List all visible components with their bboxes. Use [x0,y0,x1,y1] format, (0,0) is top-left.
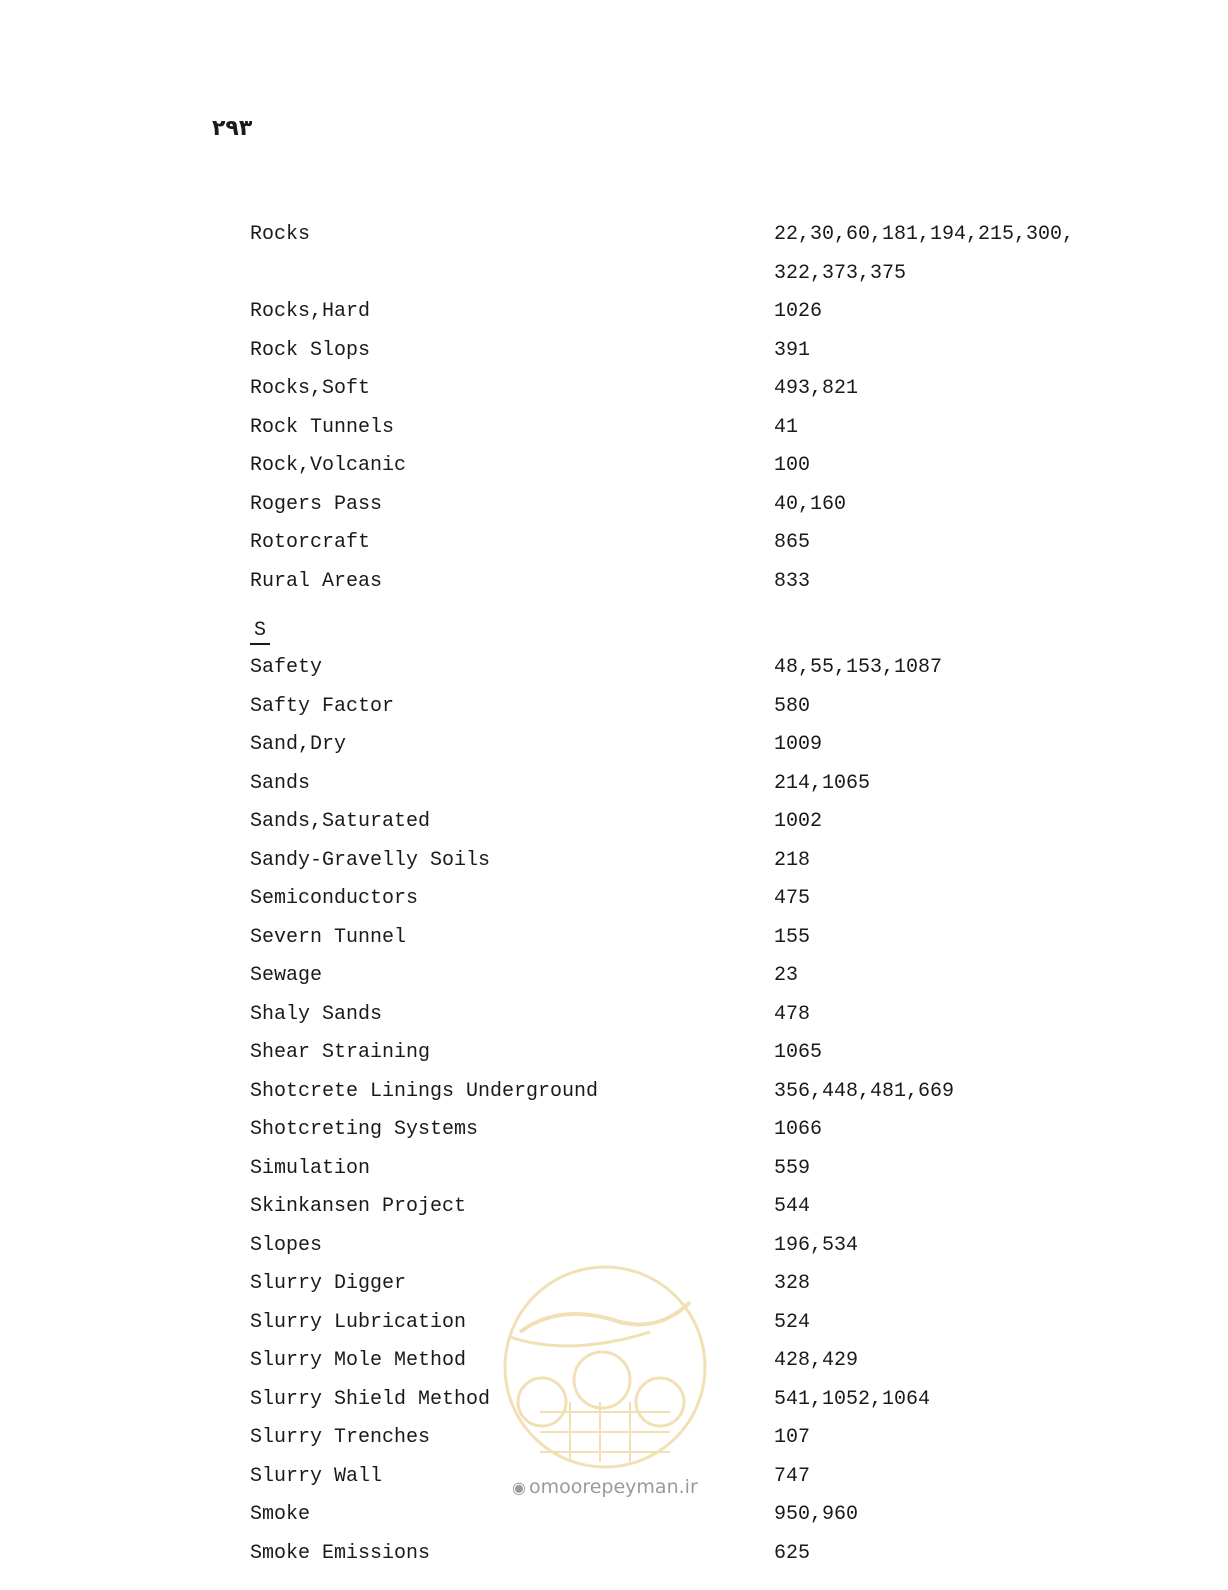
index-term: Slurry Trenches [250,1426,431,1449]
index-entry [250,957,1130,996]
index-entry [250,919,1130,958]
index-entry [250,649,1130,688]
watermark-site-text: omoorepeyman.ir [528,1476,698,1498]
index-pages: 40,160 [774,492,847,516]
index-pages: 747 [774,1464,811,1488]
section-header [250,601,1130,649]
index-term: Sands,Saturated [250,810,431,833]
index-entry [250,293,1130,332]
index-term: Slurry Digger [250,1272,407,1295]
index-pages: 1065 [774,1041,823,1064]
index-term: Shaly Sands [250,1002,383,1026]
index-term: Rotorcraft [250,531,371,554]
index-term: Rogers Pass [250,492,383,516]
index-entry [250,409,1130,448]
index-entry [250,880,1130,919]
index-entry [250,563,1130,602]
index-pages: 322,373,375 [774,261,907,285]
index-entry [250,1073,1130,1112]
index-pages: 625 [774,1541,811,1565]
index-term: Sewage [250,964,323,987]
index-term: Semiconductors [250,887,419,910]
index-term: Rock Slops [250,338,371,362]
index-entry [250,447,1130,486]
index-entry [250,765,1130,804]
index-pages: 48,55,153,1087 [774,656,943,679]
index-entry-continuation [250,255,1130,294]
index-entry [250,1188,1130,1227]
index-pages: 155 [774,925,811,949]
index-pages: 391 [774,338,811,362]
index-pages: 559 [774,1156,811,1180]
index-term: Slurry Wall [250,1464,383,1488]
index-term: Sand,Dry [250,733,347,756]
index-term: Skinkansen Project [250,1195,467,1218]
index-pages: 865 [774,531,811,554]
index-term: Slurry Lubrication [250,1310,467,1334]
index-pages: 950,960 [774,1503,859,1526]
index-pages: 478 [774,1002,811,1026]
index-entry [250,1227,1130,1266]
index-term: Slurry Shield Method [250,1387,491,1411]
index-term: Sandy-Gravelly Soils [250,848,491,872]
index-entry [250,1034,1130,1073]
index-pages: 428,429 [774,1349,859,1372]
index-pages: 1026 [774,300,823,323]
index-entry [250,486,1130,525]
index-term: Safty Factor [250,694,395,718]
index-entry [250,524,1130,563]
index-term: Slopes [250,1233,323,1257]
index-pages: 356,448,481,669 [774,1079,955,1103]
index-entry [250,1150,1130,1189]
index-term: Smoke Emissions [250,1541,431,1565]
index-pages: 107 [774,1426,811,1449]
index-term: Sands [250,771,311,795]
index-entry [250,726,1130,765]
index-term: Smoke [250,1503,311,1526]
index-term: Simulation [250,1156,371,1180]
index-entry [250,332,1130,371]
index-pages: 544 [774,1195,811,1218]
index-pages: 524 [774,1310,811,1334]
index-pages: 541,1052,1064 [774,1387,931,1411]
index-entry [250,803,1130,842]
watermark-logo [500,1262,710,1472]
index-entry [250,996,1130,1035]
index-pages: 214,1065 [774,771,871,795]
page-number: ۲۹۳ [212,116,253,141]
index-entry [250,688,1130,727]
index-term: Severn Tunnel [250,925,407,949]
index-pages: 1002 [774,810,823,833]
index-term: Slurry Mole Method [250,1349,467,1372]
index-term: Safety [250,656,323,679]
index-pages: 100 [774,454,811,477]
index-term: Rocks [250,223,311,246]
index-term: Rocks,Hard [250,300,371,323]
section-letter: S [250,619,270,645]
globe-icon: ◉ [512,1478,526,1497]
index-pages: 41 [774,415,799,439]
index-pages: 833 [774,569,811,593]
index-pages: 328 [774,1272,811,1295]
index-pages: 218 [774,848,811,872]
index-entry [250,370,1130,409]
index-pages: 475 [774,887,811,910]
index-pages: 196,534 [774,1233,859,1257]
index-entry [250,842,1130,881]
index-pages: 23 [774,964,799,987]
index-term: Rock,Volcanic [250,454,407,477]
index-pages: 493,821 [774,377,859,400]
index-entry [250,1496,1130,1535]
index-term: Shotcreting Systems [250,1118,479,1141]
index-pages: 580 [774,694,811,718]
index-pages: 1066 [774,1118,823,1141]
index-term: Shotcrete Linings Underground [250,1079,599,1103]
index-entry [250,216,1130,255]
index-term: Rocks,Soft [250,377,371,400]
index-entry [250,1111,1130,1150]
index-entry [250,1535,1130,1574]
watermark-site [512,1476,698,1498]
index-term: Shear Straining [250,1041,431,1064]
index-pages: 1009 [774,733,823,756]
index-term: Rock Tunnels [250,415,395,439]
index-pages: 22,30,60,181,194,215,300, [774,223,1075,246]
index-term: Rural Areas [250,569,383,593]
